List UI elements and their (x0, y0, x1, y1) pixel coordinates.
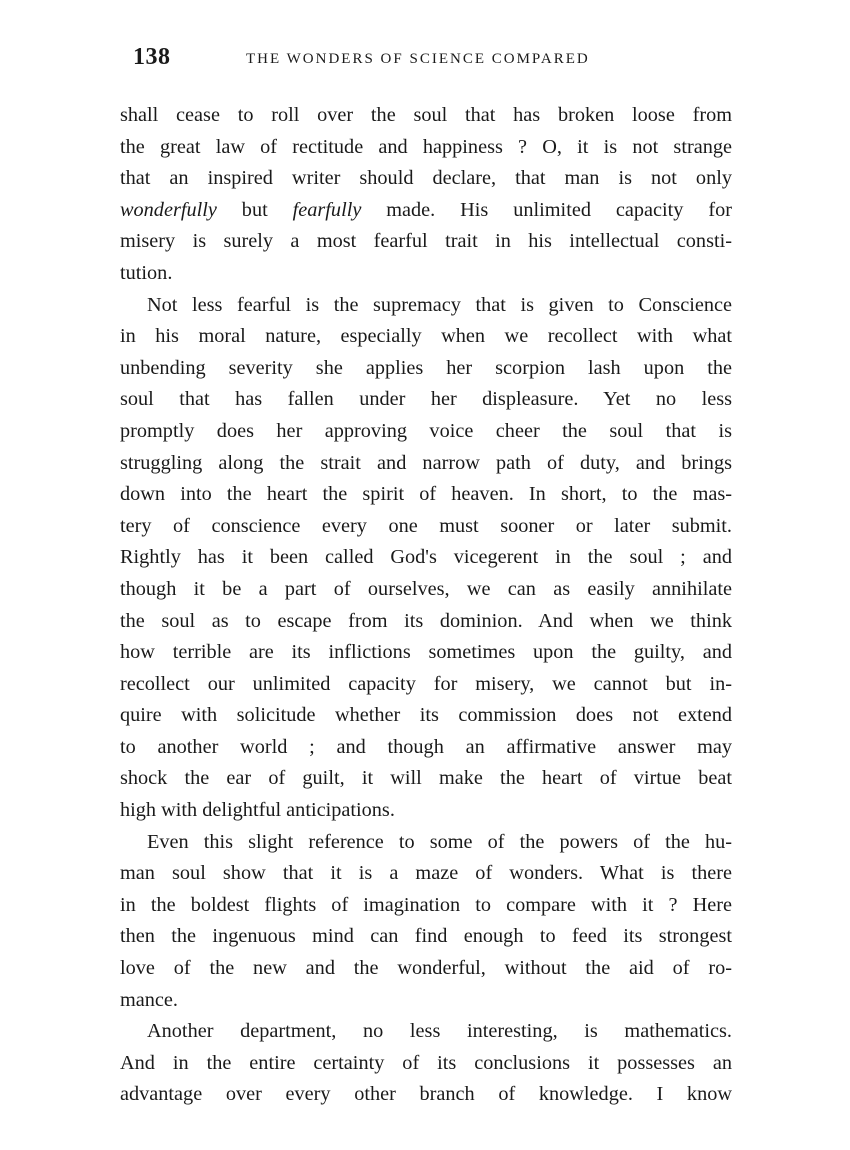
text-line: love of the new and the wonderful, without the aid of ro- (120, 957, 732, 980)
text-line: then the ingenuous mind can find enough to feed its strongest (120, 925, 732, 948)
italic-word: fearfully (292, 198, 362, 221)
text-line: down into the heart the spirit of heaven. In short, to the mas- (120, 483, 732, 506)
text-line: the great law of rectitude and happiness ? O, it is not strange (120, 135, 732, 158)
text-line: advantage over every other branch of knowledge. I know (120, 1083, 732, 1106)
text-line: how terrible are its inflictions sometimes upon the guilty, and (120, 641, 732, 664)
text-line: the soul as to escape from its dominion. And when we think (120, 609, 732, 632)
text-line: promptly does her approving voice cheer the soul that is (120, 419, 732, 442)
paragraph (120, 100, 732, 290)
text-line: mance. (120, 988, 178, 1011)
text-line: tery of conscience every one must sooner or later submit. (120, 514, 732, 537)
text-line: quire with solicitude whether its commission does not extend (120, 704, 732, 727)
text-fragment: but (216, 198, 293, 221)
text-line: in his moral nature, especially when we recollect with what (120, 325, 732, 348)
paragraph (120, 290, 732, 827)
page-header (133, 44, 730, 74)
paragraph (120, 827, 732, 1017)
body-text (120, 100, 732, 1111)
text-line: man soul show that it is a maze of wonders. What is there (120, 862, 732, 885)
text-line: Rightly has it been called God's vicegerent in the soul ; and (120, 546, 732, 569)
text-line: shock the ear of guilt, it will make the heart of virtue beat (120, 767, 732, 790)
text-line: misery is surely a most fearful trait in his intellectual consti- (120, 230, 732, 253)
text-line: recollect our unlimited capacity for misery, we cannot but in- (120, 672, 732, 695)
text-line: shall cease to roll over the soul that has broken loose from (120, 104, 732, 126)
text-line: high with delightful anticipations. (120, 799, 395, 822)
text-line: Even this slight reference to some of the powers of the hu- (147, 830, 732, 853)
italic-word: wonderfully (120, 198, 217, 221)
text-line: Not less fearful is the supremacy that is given to Conscience (147, 293, 732, 316)
text-line: though it be a part of ourselves, we can as easily annihilate (120, 577, 732, 600)
text-line: tution. (120, 261, 173, 284)
text-line: that an inspired writer should declare, that man is not only (120, 167, 732, 190)
text-line: soul that has fallen under her displeasure. Yet no less (120, 388, 732, 411)
text-line (120, 195, 732, 227)
text-line: Another department, no less interesting, is mathematics. (147, 1020, 732, 1043)
text-line: to another world ; and though an affirmative answer may (120, 735, 732, 758)
page-number: 138 (133, 44, 171, 70)
text-line: struggling along the strait and narrow path of duty, and brings (120, 451, 732, 474)
text-line: unbending severity she applies her scorpion lash upon the (120, 356, 732, 379)
text-fragment: made. His unlimited capacity for (361, 198, 732, 221)
running-title: THE WONDERS OF SCIENCE COMPARED (246, 51, 590, 67)
paragraph (120, 1016, 732, 1111)
text-line: And in the entire certainty of its conclusions it possesses an (120, 1051, 732, 1074)
text-line: in the boldest flights of imagination to compare with it ? Here (120, 893, 732, 916)
